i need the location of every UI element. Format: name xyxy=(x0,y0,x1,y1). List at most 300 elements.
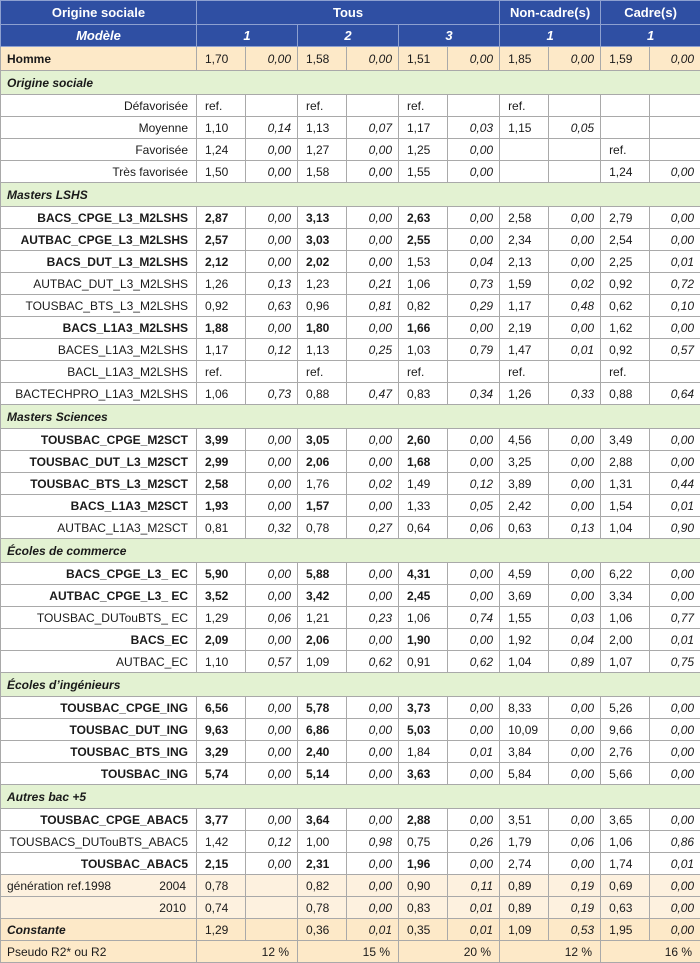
coefficient-cell: 1,13 xyxy=(298,117,347,139)
coefficient-cell: 3,89 xyxy=(500,473,549,495)
coefficient-cell: 3,03 xyxy=(298,229,347,251)
p-value-cell: 0,00 xyxy=(347,47,399,71)
p-value-cell: 0,00 xyxy=(650,317,700,339)
coefficient-cell: 0,92 xyxy=(601,339,650,361)
coefficient-cell: 1,26 xyxy=(500,383,549,405)
table-row-pseudo-r2 xyxy=(1,941,700,963)
p-value-cell: 0,00 xyxy=(347,161,399,183)
row-label: BACL_L1A3_M2LSHS xyxy=(1,361,197,383)
pseudo-r2-value: 12 % xyxy=(197,941,298,963)
p-value-cell: 0,00 xyxy=(549,207,601,229)
p-value-cell: 0,00 xyxy=(246,229,298,251)
row-label: AUTBAC_EC xyxy=(1,651,197,673)
p-value-cell: 0,00 xyxy=(246,317,298,339)
coefficient-cell: 1,88 xyxy=(197,317,246,339)
p-value-cell: 0,00 xyxy=(549,47,601,71)
p-value-cell: 0,00 xyxy=(650,229,700,251)
coefficient-cell: 1,04 xyxy=(601,517,650,539)
p-value-cell: 0,00 xyxy=(549,451,601,473)
p-value-cell: 0,21 xyxy=(347,273,399,295)
p-value-cell: 0,00 xyxy=(549,429,601,451)
p-value-cell: 0,00 xyxy=(650,585,700,607)
p-value-cell: 0,00 xyxy=(246,853,298,875)
coefficient-cell: 1,10 xyxy=(197,651,246,673)
p-value-cell: 0,86 xyxy=(650,831,700,853)
table-body xyxy=(1,47,700,963)
p-value-cell: 0,00 xyxy=(448,809,500,831)
coefficient-cell: 6,86 xyxy=(298,719,347,741)
table-row xyxy=(1,295,700,317)
coefficient-cell: 0,62 xyxy=(601,295,650,317)
coefficient-cell: 1,55 xyxy=(399,161,448,183)
p-value-cell: 0,27 xyxy=(347,517,399,539)
coefficient-cell: 1,17 xyxy=(197,339,246,361)
coefficient-cell xyxy=(601,95,650,117)
p-value-cell: 0,00 xyxy=(549,563,601,585)
coefficient-cell: 1,06 xyxy=(399,607,448,629)
p-value-cell: 0,00 xyxy=(347,585,399,607)
coefficient-cell: ref. xyxy=(500,361,549,383)
coefficient-cell: 0,89 xyxy=(500,897,549,919)
coefficient-cell: 9,66 xyxy=(601,719,650,741)
coefficient-cell: 1,92 xyxy=(500,629,549,651)
coefficient-cell: 3,69 xyxy=(500,585,549,607)
coefficient-cell: 1,09 xyxy=(500,919,549,941)
row-label: TOUSBAC_CPGE_M2SCT xyxy=(1,429,197,451)
table-row xyxy=(1,719,700,741)
coefficient-cell: 0,75 xyxy=(399,831,448,853)
p-value-cell: 0,06 xyxy=(448,517,500,539)
p-value-cell: 0,26 xyxy=(448,831,500,853)
p-value-cell: 0,01 xyxy=(650,853,700,875)
table-row xyxy=(1,629,700,651)
coefficient-cell: 2,74 xyxy=(500,853,549,875)
row-label: BACTECHPRO_L1A3_M2LSHS xyxy=(1,383,197,405)
p-value-cell: 0,00 xyxy=(650,809,700,831)
coefficient-cell: 0,82 xyxy=(399,295,448,317)
coefficient-cell: ref. xyxy=(197,95,246,117)
p-value-cell: 0,00 xyxy=(549,853,601,875)
coefficient-cell: 1,25 xyxy=(399,139,448,161)
coefficient-cell: 1,15 xyxy=(500,117,549,139)
p-value-cell: 0,00 xyxy=(549,719,601,741)
coefficient-cell xyxy=(601,117,650,139)
p-value-cell: 0,00 xyxy=(650,697,700,719)
row-label: Moyenne xyxy=(1,117,197,139)
p-value-cell: 0,12 xyxy=(448,473,500,495)
p-value-cell: 0,00 xyxy=(448,763,500,785)
table-row xyxy=(1,383,700,405)
coefficient-cell: 2,00 xyxy=(601,629,650,651)
row-label xyxy=(1,897,197,919)
p-value-cell: 0,44 xyxy=(650,473,700,495)
table-row-homme xyxy=(1,47,700,71)
coefficient-cell: 3,05 xyxy=(298,429,347,451)
coefficient-cell: 5,66 xyxy=(601,763,650,785)
table-row xyxy=(1,651,700,673)
p-value-cell: 0,01 xyxy=(347,919,399,941)
coefficient-cell: 1,00 xyxy=(298,831,347,853)
coefficient-cell: 1,10 xyxy=(197,117,246,139)
coefficient-cell: 1,84 xyxy=(399,741,448,763)
p-value-cell: 0,00 xyxy=(347,139,399,161)
p-value-cell: 0,00 xyxy=(246,473,298,495)
section-title: Masters Sciences xyxy=(1,405,700,429)
p-value-cell: 0,32 xyxy=(246,517,298,539)
coefficient-cell: 0,74 xyxy=(197,897,246,919)
coefficient-cell: 1,93 xyxy=(197,495,246,517)
coefficient-cell: 0,69 xyxy=(601,875,650,897)
coefficient-cell: 1,59 xyxy=(500,273,549,295)
p-value-cell: 0,00 xyxy=(448,585,500,607)
row-label: AUTBAC_L1A3_M2SCT xyxy=(1,517,197,539)
pseudo-r2-value: 12 % xyxy=(500,941,601,963)
coefficient-cell: 0,78 xyxy=(197,875,246,897)
coefficient-cell: 2,55 xyxy=(399,229,448,251)
coefficient-cell: 1,26 xyxy=(197,273,246,295)
coefficient-cell: 3,49 xyxy=(601,429,650,451)
coefficient-cell: 1,09 xyxy=(298,651,347,673)
coefficient-cell: 3,34 xyxy=(601,585,650,607)
p-value-cell: 0,00 xyxy=(246,47,298,71)
section-header-ecoles-de-commerce xyxy=(1,539,700,563)
p-value-cell xyxy=(650,361,700,383)
p-value-cell: 0,53 xyxy=(549,919,601,941)
coefficient-cell: 6,22 xyxy=(601,563,650,585)
coefficient-cell: 2,54 xyxy=(601,229,650,251)
p-value-cell: 0,00 xyxy=(246,207,298,229)
p-value-cell xyxy=(650,95,700,117)
p-value-cell: 0,00 xyxy=(347,697,399,719)
coefficient-cell: 1,31 xyxy=(601,473,650,495)
coefficient-cell: 2,88 xyxy=(601,451,650,473)
coefficient-cell: 1,74 xyxy=(601,853,650,875)
p-value-cell: 0,13 xyxy=(246,273,298,295)
coefficient-cell: 1,70 xyxy=(197,47,246,71)
p-value-cell: 0,73 xyxy=(246,383,298,405)
coefficient-cell: 2,58 xyxy=(197,473,246,495)
p-value-cell xyxy=(448,95,500,117)
coefficient-cell: 3,99 xyxy=(197,429,246,451)
p-value-cell: 0,00 xyxy=(549,741,601,763)
coefficient-cell: 2,63 xyxy=(399,207,448,229)
coefficient-cell: 1,23 xyxy=(298,273,347,295)
coefficient-cell: 1,21 xyxy=(298,607,347,629)
p-value-cell: 0,00 xyxy=(650,451,700,473)
header-row-models xyxy=(1,25,700,47)
p-value-cell: 0,00 xyxy=(448,47,500,71)
generation-year: 2004 xyxy=(159,879,190,893)
coefficient-cell: 1,06 xyxy=(601,607,650,629)
p-value-cell: 0,00 xyxy=(650,741,700,763)
table-row xyxy=(1,139,700,161)
p-value-cell: 0,57 xyxy=(246,651,298,673)
coefficient-cell: 0,92 xyxy=(601,273,650,295)
pseudo-r2-value: 16 % xyxy=(601,941,700,963)
row-label: Favorisée xyxy=(1,139,197,161)
p-value-cell: 0,00 xyxy=(347,719,399,741)
header-group-non-cadres: Non-cadre(s) xyxy=(500,1,601,25)
row-label: TOUSBAC_DUT_L3_M2SCT xyxy=(1,451,197,473)
p-value-cell: 0,75 xyxy=(650,651,700,673)
coefficient-cell: ref. xyxy=(500,95,549,117)
table-row-generation xyxy=(1,897,700,919)
coefficient-cell xyxy=(500,139,549,161)
coefficient-cell: 2,13 xyxy=(500,251,549,273)
coefficient-cell: 0,35 xyxy=(399,919,448,941)
coefficient-cell: 8,33 xyxy=(500,697,549,719)
p-value-cell: 0,00 xyxy=(650,897,700,919)
coefficient-cell: 3,29 xyxy=(197,741,246,763)
coefficient-cell: 0,82 xyxy=(298,875,347,897)
row-label: Constante xyxy=(1,919,197,941)
pseudo-r2-value: 20 % xyxy=(399,941,500,963)
table-row xyxy=(1,317,700,339)
coefficient-cell: 5,26 xyxy=(601,697,650,719)
p-value-cell: 0,13 xyxy=(549,517,601,539)
coefficient-cell: 3,63 xyxy=(399,763,448,785)
p-value-cell: 0,00 xyxy=(448,139,500,161)
table-row xyxy=(1,361,700,383)
header-model-tous-2: 2 xyxy=(298,25,399,47)
header-model-non-cadres-1: 1 xyxy=(500,25,601,47)
coefficient-cell: 1,33 xyxy=(399,495,448,517)
p-value-cell: 0,14 xyxy=(246,117,298,139)
coefficient-cell: 2,76 xyxy=(601,741,650,763)
table-row xyxy=(1,831,700,853)
p-value-cell: 0,77 xyxy=(650,607,700,629)
coefficient-cell: 0,63 xyxy=(500,517,549,539)
p-value-cell: 0,05 xyxy=(448,495,500,517)
coefficient-cell: 0,78 xyxy=(298,897,347,919)
coefficient-cell: 2,34 xyxy=(500,229,549,251)
header-row-groups xyxy=(1,1,700,25)
p-value-cell: 0,00 xyxy=(347,741,399,763)
generation-label: génération ref.1998 xyxy=(7,879,111,893)
p-value-cell: 0,00 xyxy=(448,317,500,339)
header-model-cadres-1: 1 xyxy=(601,25,700,47)
coefficient-cell: 1,59 xyxy=(601,47,650,71)
p-value-cell: 0,00 xyxy=(246,719,298,741)
coefficient-cell: 1,58 xyxy=(298,161,347,183)
coefficient-cell: 2,12 xyxy=(197,251,246,273)
coefficient-cell: ref. xyxy=(601,361,650,383)
coefficient-cell: 2,57 xyxy=(197,229,246,251)
p-value-cell: 0,25 xyxy=(347,339,399,361)
coefficient-cell: 0,92 xyxy=(197,295,246,317)
coefficient-cell: 1,03 xyxy=(399,339,448,361)
coefficient-cell: 1,68 xyxy=(399,451,448,473)
p-value-cell: 0,01 xyxy=(650,251,700,273)
coefficient-cell: 2,45 xyxy=(399,585,448,607)
coefficient-cell: 1,58 xyxy=(298,47,347,71)
p-value-cell: 0,00 xyxy=(448,229,500,251)
p-value-cell: 0,33 xyxy=(549,383,601,405)
p-value-cell: 0,00 xyxy=(246,629,298,651)
p-value-cell xyxy=(650,117,700,139)
row-label: BACS_CPGE_L3_ EC xyxy=(1,563,197,585)
section-title: Écoles de commerce xyxy=(1,539,700,563)
section-header-ecoles-d-ingenieurs xyxy=(1,673,700,697)
p-value-cell: 0,00 xyxy=(246,809,298,831)
coefficient-cell: 0,96 xyxy=(298,295,347,317)
coefficient-cell: ref. xyxy=(601,139,650,161)
table-row xyxy=(1,161,700,183)
coefficient-cell: 2,88 xyxy=(399,809,448,831)
row-label: TOUSBAC_ING xyxy=(1,763,197,785)
coefficient-cell: 1,17 xyxy=(500,295,549,317)
p-value-cell: 0,00 xyxy=(347,251,399,273)
coefficient-cell: 2,40 xyxy=(298,741,347,763)
coefficient-cell: 4,31 xyxy=(399,563,448,585)
p-value-cell xyxy=(246,875,298,897)
p-value-cell: 0,00 xyxy=(347,229,399,251)
p-value-cell: 0,00 xyxy=(549,317,601,339)
row-label: BACS_CPGE_L3_M2LSHS xyxy=(1,207,197,229)
p-value-cell: 0,74 xyxy=(448,607,500,629)
row-label: Homme xyxy=(1,47,197,71)
pseudo-r2-value: 15 % xyxy=(298,941,399,963)
p-value-cell xyxy=(549,95,601,117)
p-value-cell: 0,81 xyxy=(347,295,399,317)
coefficient-cell: 1,04 xyxy=(500,651,549,673)
coefficient-cell: 0,64 xyxy=(399,517,448,539)
coefficient-cell: 1,24 xyxy=(197,139,246,161)
p-value-cell: 0,00 xyxy=(448,207,500,229)
coefficient-cell: 2,06 xyxy=(298,451,347,473)
section-header-origine-sociale xyxy=(1,71,700,95)
header-model-label: Modèle xyxy=(1,25,197,47)
p-value-cell: 0,00 xyxy=(549,809,601,831)
row-label: TOUSBAC_BTS_L3_M2SCT xyxy=(1,473,197,495)
coefficient-cell: 1,85 xyxy=(500,47,549,71)
coefficient-cell: 3,25 xyxy=(500,451,549,473)
coefficient-cell: 3,77 xyxy=(197,809,246,831)
coefficient-cell: 2,58 xyxy=(500,207,549,229)
section-title: Autres bac +5 xyxy=(1,785,700,809)
p-value-cell: 0,02 xyxy=(549,273,601,295)
table-row xyxy=(1,495,700,517)
coefficient-cell: 1,80 xyxy=(298,317,347,339)
p-value-cell: 0,04 xyxy=(448,251,500,273)
p-value-cell: 0,11 xyxy=(448,875,500,897)
p-value-cell xyxy=(549,361,601,383)
p-value-cell: 0,63 xyxy=(246,295,298,317)
p-value-cell: 0,01 xyxy=(549,339,601,361)
p-value-cell: 0,00 xyxy=(650,875,700,897)
p-value-cell: 0,00 xyxy=(448,719,500,741)
p-value-cell: 0,00 xyxy=(347,897,399,919)
coefficient-cell: 0,91 xyxy=(399,651,448,673)
coefficient-cell: 0,36 xyxy=(298,919,347,941)
p-value-cell: 0,00 xyxy=(347,853,399,875)
table-row xyxy=(1,763,700,785)
coefficient-cell: 2,02 xyxy=(298,251,347,273)
section-header-masters-sciences xyxy=(1,405,700,429)
p-value-cell: 0,00 xyxy=(347,809,399,831)
p-value-cell: 0,19 xyxy=(549,875,601,897)
p-value-cell: 0,00 xyxy=(650,919,700,941)
header-origin-label: Origine sociale xyxy=(1,1,197,25)
table-row xyxy=(1,607,700,629)
coefficient-cell: 5,84 xyxy=(500,763,549,785)
p-value-cell: 0,72 xyxy=(650,273,700,295)
coefficient-cell xyxy=(500,161,549,183)
coefficient-cell: ref. xyxy=(197,361,246,383)
p-value-cell: 0,07 xyxy=(347,117,399,139)
p-value-cell: 0,00 xyxy=(347,763,399,785)
p-value-cell: 0,01 xyxy=(448,741,500,763)
coefficient-cell: 0,81 xyxy=(197,517,246,539)
p-value-cell xyxy=(246,919,298,941)
coefficient-cell: 1,54 xyxy=(601,495,650,517)
row-label: TOUSBAC_DUT_ING xyxy=(1,719,197,741)
p-value-cell: 0,89 xyxy=(549,651,601,673)
table-row xyxy=(1,273,700,295)
row-label: TOUSBAC_ABAC5 xyxy=(1,853,197,875)
p-value-cell xyxy=(549,139,601,161)
coefficient-cell: 1,07 xyxy=(601,651,650,673)
section-header-masters-lshs xyxy=(1,183,700,207)
coefficient-cell: 1,96 xyxy=(399,853,448,875)
p-value-cell xyxy=(650,139,700,161)
coefficient-cell: 1,29 xyxy=(197,919,246,941)
p-value-cell: 0,48 xyxy=(549,295,601,317)
p-value-cell: 0,01 xyxy=(650,629,700,651)
p-value-cell: 0,00 xyxy=(246,495,298,517)
header-group-cadres: Cadre(s) xyxy=(601,1,700,25)
coefficient-cell: 5,14 xyxy=(298,763,347,785)
p-value-cell xyxy=(448,361,500,383)
coefficient-cell: 2,06 xyxy=(298,629,347,651)
coefficient-cell: 1,53 xyxy=(399,251,448,273)
p-value-cell: 0,62 xyxy=(347,651,399,673)
table-row-constante xyxy=(1,919,700,941)
row-label: AUTBAC_CPGE_L3_ EC xyxy=(1,585,197,607)
p-value-cell: 0,62 xyxy=(448,651,500,673)
p-value-cell: 0,12 xyxy=(246,339,298,361)
table-row xyxy=(1,809,700,831)
p-value-cell xyxy=(549,161,601,183)
coefficient-cell: 5,88 xyxy=(298,563,347,585)
row-label: BACS_L1A3_M2LSHS xyxy=(1,317,197,339)
p-value-cell xyxy=(246,95,298,117)
coefficient-cell: 0,90 xyxy=(399,875,448,897)
p-value-cell: 0,00 xyxy=(549,697,601,719)
table-row-generation xyxy=(1,875,700,897)
coefficient-cell: 9,63 xyxy=(197,719,246,741)
coefficient-cell: 2,87 xyxy=(197,207,246,229)
p-value-cell: 0,01 xyxy=(448,897,500,919)
p-value-cell: 0,00 xyxy=(448,697,500,719)
coefficient-cell: 3,42 xyxy=(298,585,347,607)
coefficient-cell: ref. xyxy=(399,95,448,117)
p-value-cell: 0,00 xyxy=(549,763,601,785)
p-value-cell: 0,00 xyxy=(246,251,298,273)
p-value-cell: 0,01 xyxy=(650,495,700,517)
p-value-cell: 0,73 xyxy=(448,273,500,295)
p-value-cell: 0,00 xyxy=(347,451,399,473)
coefficient-cell: 3,13 xyxy=(298,207,347,229)
p-value-cell: 0,00 xyxy=(347,495,399,517)
coefficient-cell: 0,83 xyxy=(399,383,448,405)
p-value-cell: 0,06 xyxy=(549,831,601,853)
p-value-cell: 0,10 xyxy=(650,295,700,317)
section-header-autres-bac-5 xyxy=(1,785,700,809)
p-value-cell: 0,03 xyxy=(448,117,500,139)
row-label xyxy=(1,875,197,897)
table-row xyxy=(1,429,700,451)
